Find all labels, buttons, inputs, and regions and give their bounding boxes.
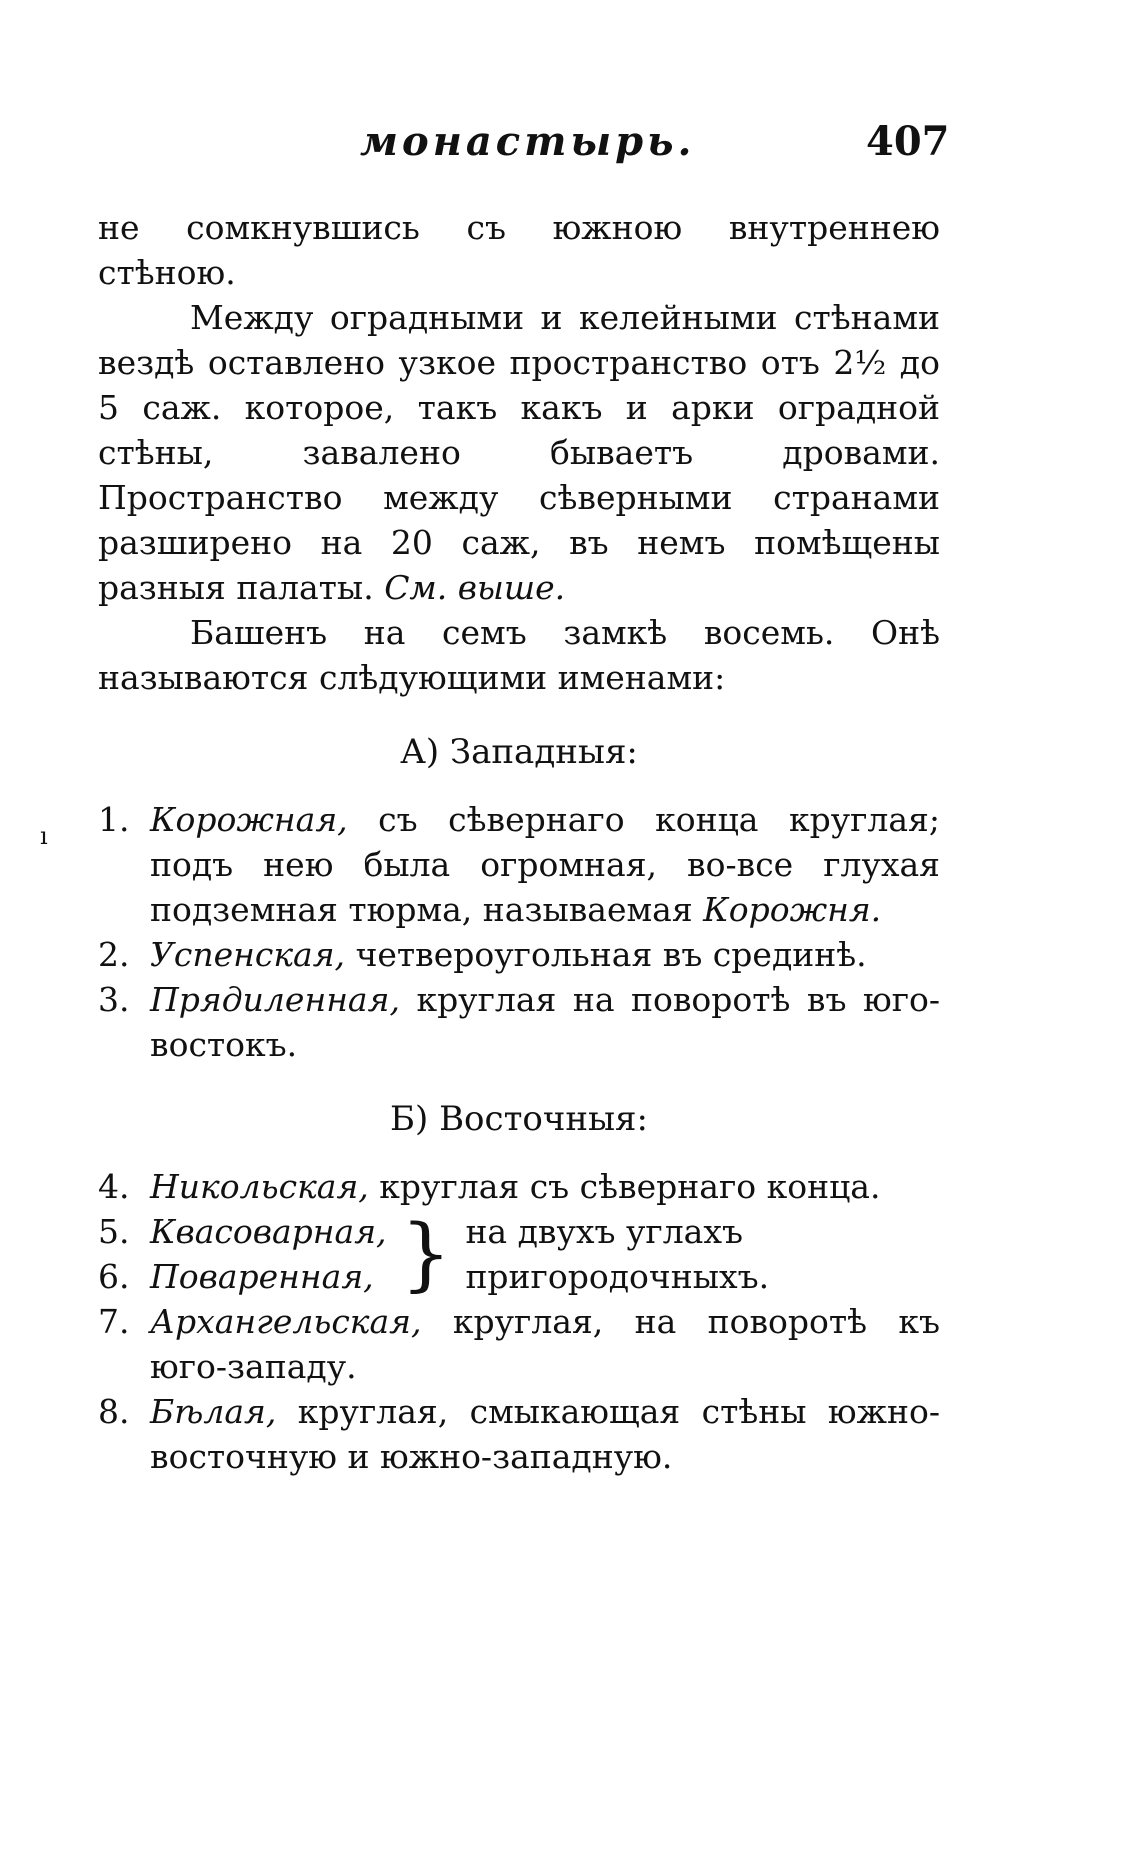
item-number: 4. xyxy=(98,1167,130,1206)
page-header xyxy=(0,118,1140,178)
item-number: 3. xyxy=(98,980,130,1019)
item-number: 2. xyxy=(98,935,130,974)
list-item xyxy=(98,1299,940,1389)
item-content xyxy=(150,977,940,1067)
list-item xyxy=(98,797,940,932)
item-content xyxy=(150,932,940,977)
list-item xyxy=(98,1389,940,1479)
tower-name: Квасоварная, xyxy=(150,1212,387,1251)
paragraph-continuation: не сомкнувшись съ южною внутреннею стѣною. xyxy=(98,208,940,292)
item-number: 5. xyxy=(98,1212,130,1251)
list-item xyxy=(98,1164,940,1209)
list-item xyxy=(98,1254,387,1299)
tower-name: Успенская, xyxy=(150,935,346,974)
tower-name: Прядиленная, xyxy=(150,980,400,1019)
tower-name: Корожная, xyxy=(150,800,348,839)
paragraph-spaces xyxy=(98,295,940,610)
page-number: 407 xyxy=(866,118,950,165)
tower-name: Никольская, xyxy=(150,1167,369,1206)
item-text: съ сѣвернаго конца круглая; подъ нею была огромная, во-все глухая подземная тюрма, называемая xyxy=(150,800,940,929)
brace-names xyxy=(98,1209,387,1299)
section-heading-east: Б) Восточныя: xyxy=(390,1099,648,1139)
item-text: четвероугольная въ срединѣ. xyxy=(355,935,867,974)
list-item xyxy=(98,932,940,977)
item-text: круглая на поворотѣ въ юго-востокъ. xyxy=(150,980,940,1064)
item-text: круглая съ сѣвернаго конца. xyxy=(379,1167,881,1206)
item-content xyxy=(150,797,940,932)
item-content xyxy=(150,1299,940,1389)
item-text: круглая, на поворотѣ къ юго-западу. xyxy=(150,1302,940,1386)
item-number: 6. xyxy=(98,1257,130,1296)
item-content xyxy=(150,1164,940,1209)
tower-name: Бѣлая, xyxy=(150,1392,277,1431)
item-text: круглая, смыкающая стѣны южно-восточную и южно-западную. xyxy=(150,1392,940,1476)
item-number: 7. xyxy=(98,1302,130,1341)
cross-reference: См. выше. xyxy=(384,568,566,607)
list-item xyxy=(98,1209,387,1254)
brace-symbol: } xyxy=(400,1207,452,1300)
item-tail: Корожня. xyxy=(703,890,882,929)
list-item xyxy=(98,977,940,1067)
brace-text: на двухъ углахъ пригородочныхъ. xyxy=(465,1212,770,1296)
running-title: монастырь. xyxy=(360,118,696,165)
tower-name: Поваренная, xyxy=(150,1257,374,1296)
tower-name: Архангельская, xyxy=(150,1302,422,1341)
paragraph-towers: Башенъ на семъ замкѣ восемь. Онѣ называются слѣдующими именами: xyxy=(98,613,940,697)
body-text xyxy=(98,205,940,1479)
brace-group xyxy=(98,1209,940,1299)
section-heading-west: А) Западныя: xyxy=(400,732,638,772)
paragraph-spaces-text: Между оградными и келейными стѣнами вездѣ оставлено узкое пространство отъ 2½ до 5 саж. которое, такъ какъ и арки оградной стѣны, завалено бываетъ дровами. Пространство между сѣверными странами разширено на 20 саж, въ немъ помѣщены разныя палаты. xyxy=(98,298,940,607)
margin-mark: ı xyxy=(40,822,48,850)
item-number: 1. xyxy=(98,800,130,839)
item-content xyxy=(150,1389,940,1479)
item-number: 8. xyxy=(98,1392,130,1431)
